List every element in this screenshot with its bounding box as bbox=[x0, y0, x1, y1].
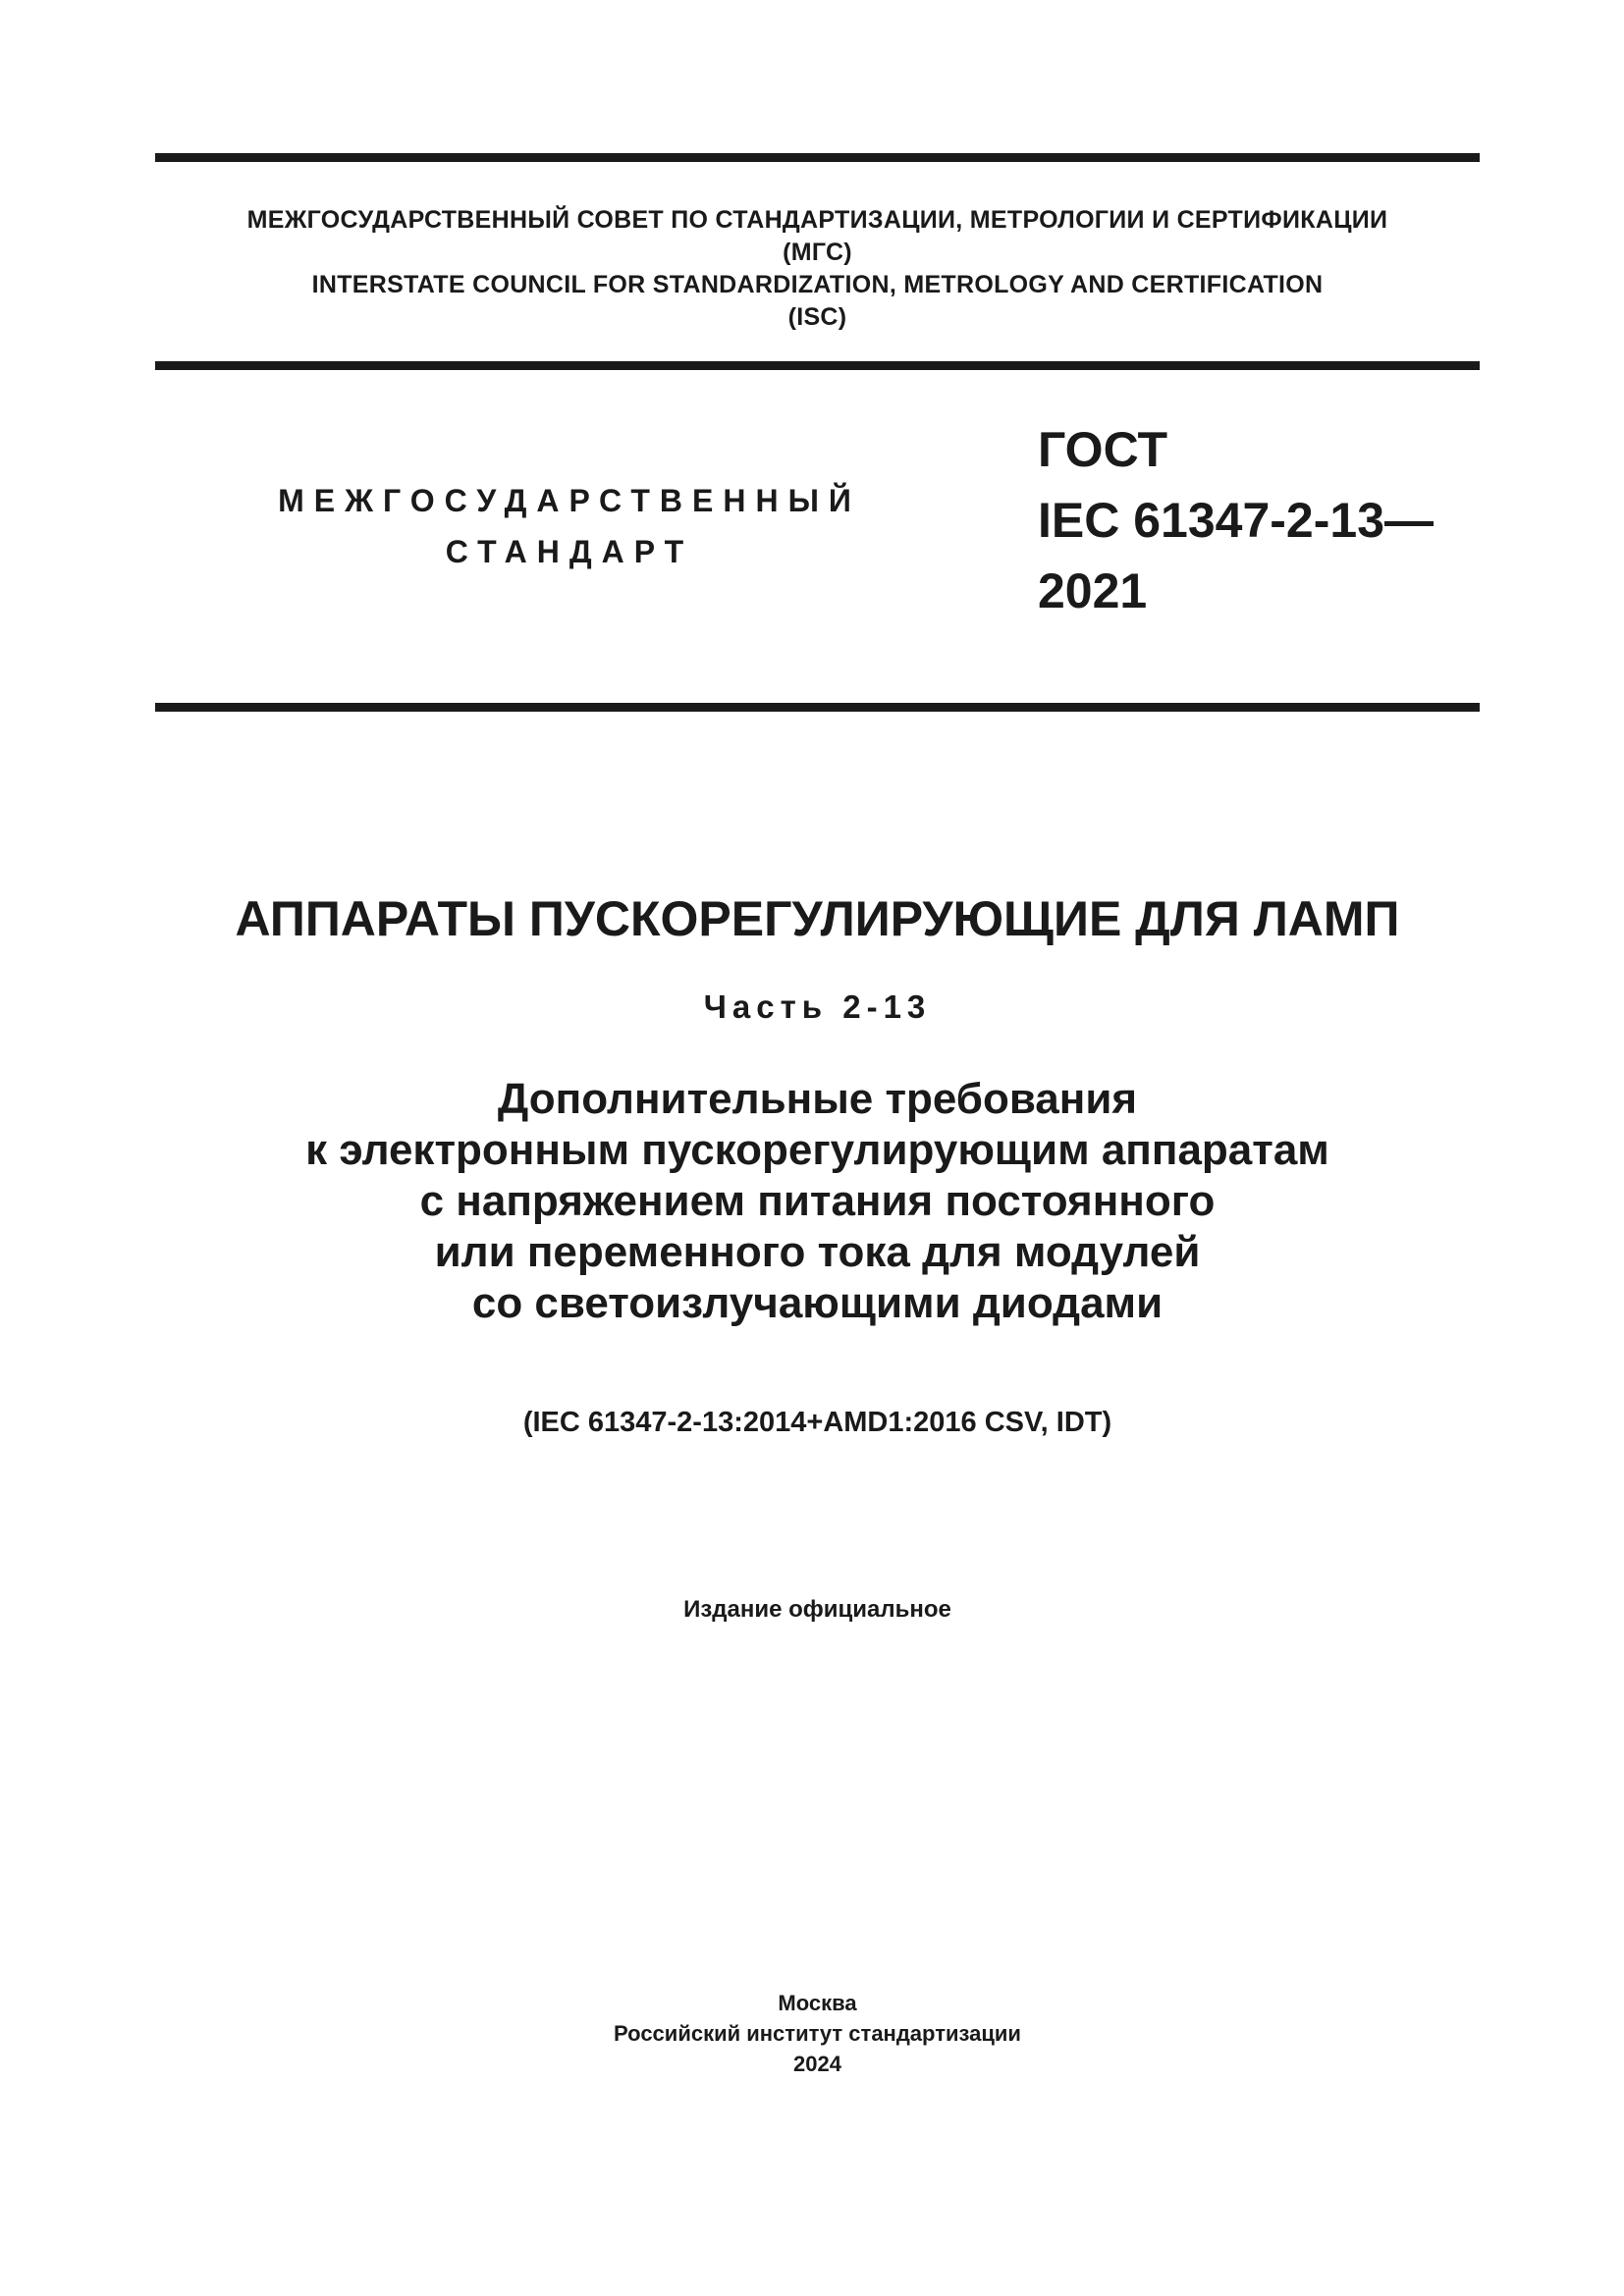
gost-year: 2021 bbox=[1038, 563, 1148, 618]
subtitle-line-1: Дополнительные требования bbox=[497, 1075, 1138, 1123]
subtitle-line-3: с напряжением питания постоянного bbox=[419, 1177, 1216, 1225]
publisher-block bbox=[155, 1988, 1480, 2079]
reference-block bbox=[155, 1405, 1480, 1440]
iec-reference: (IEC 61347-2-13:2014+AMD1:2016 CSV, IDT) bbox=[522, 1407, 1112, 1438]
part-block bbox=[155, 988, 1480, 1027]
main-title: АППАРАТЫ ПУСКОРЕГУЛИРУЮЩИЕ ДЛЯ ЛАМП bbox=[235, 891, 1400, 946]
subtitle-line-4: или переменного тока для модулей bbox=[434, 1228, 1201, 1276]
council-abbr-en: (ISC) bbox=[787, 303, 847, 331]
header-bottom-rule bbox=[155, 361, 1480, 370]
edition-label: Издание официальное bbox=[683, 1596, 951, 1623]
publisher-year: 2024 bbox=[793, 2052, 841, 2076]
subtitle-line-5: со светоизлучающими диодами bbox=[471, 1279, 1164, 1327]
interstate-line-2: СТАНДАРТ bbox=[445, 534, 694, 569]
part-title: Часть 2-13 bbox=[703, 988, 932, 1025]
publisher-institute: Российский институт стандартизации bbox=[614, 2021, 1021, 2046]
publisher-city: Москва bbox=[778, 1991, 857, 2015]
subtitle-line-2: к электронным пускорегулирующим аппаратам bbox=[305, 1126, 1329, 1174]
council-abbr-ru: (МГС) bbox=[783, 239, 852, 266]
council-header bbox=[155, 204, 1480, 334]
council-name-ru: МЕЖГОСУДАРСТВЕННЫЙ СОВЕТ ПО СТАНДАРТИЗАЦИИ, МЕТРОЛОГИИ И СЕРТИФИКАЦИИ bbox=[246, 206, 1388, 234]
interstate-line-1: МЕЖГОСУДАРСТВЕННЫЙ bbox=[278, 483, 861, 518]
designation-bottom-rule bbox=[155, 703, 1480, 712]
document-title-block bbox=[155, 889, 1480, 948]
gost-number: IEC 61347-2-13— bbox=[1038, 493, 1435, 548]
subtitle-block bbox=[155, 1074, 1480, 1329]
edition-block bbox=[155, 1595, 1480, 1625]
council-name-en: INTERSTATE COUNCIL FOR STANDARDIZATION, METROLOGY AND CERTIFICATION bbox=[311, 271, 1324, 298]
gost-label: ГОСТ bbox=[1038, 422, 1167, 477]
gost-designation bbox=[1038, 414, 1434, 626]
top-rule bbox=[155, 153, 1480, 162]
interstate-standard-label bbox=[245, 475, 893, 577]
